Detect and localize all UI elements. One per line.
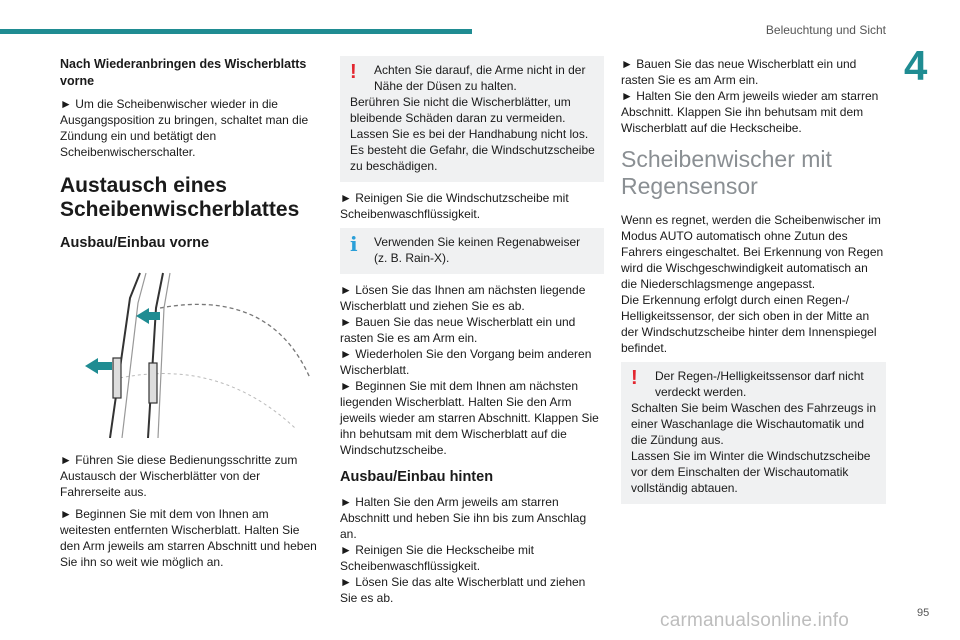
warning-text: Schalten Sie beim Waschen des Fahrzeugs in einer Waschanlage die Wischautomatik und die Zündung aus. bbox=[631, 401, 877, 447]
warning-text: Der Regen-/Helligkeitssensor darf nicht verdeckt werden. bbox=[655, 369, 864, 399]
warning-text: Lassen Sie es bei der Handhabung nicht los. Es besteht die Gefahr, die Windschutzscheibe zu beschädigen. bbox=[350, 127, 595, 173]
paragraph: ► Um die Scheibenwischer wieder in die Ausgangsposition zu bringen, schaltet man die Zündung ein und betätigt den Scheibenwischerschalter. bbox=[60, 97, 309, 159]
warning-text: Lassen Sie im Winter die Windschutzscheibe vor dem Einschalten der Wischautomatik vollständig abtauen. bbox=[631, 449, 871, 495]
info-icon: i bbox=[350, 232, 358, 256]
paragraph: Wenn es regnet, werden die Scheibenwischer im Modus AUTO automatisch ohne Zutun des Fahrers eingeschaltet. Bei Erkennung von Regen wird die Wischgeschwindigkeit automatisch an die Niederschlagsmenge angepasst. bbox=[621, 213, 884, 291]
paragraph: ► Reinigen Sie die Heckscheibe mit Scheibenwaschflüssigkeit. bbox=[340, 543, 534, 573]
subhead-reinstall: Nach Wiederanbringen des Wischerblatts vorne bbox=[60, 57, 307, 88]
heading-rain-sensor: Scheibenwischer mit Regensensor bbox=[621, 146, 832, 199]
section-title: Beleuchtung und Sicht bbox=[765, 23, 886, 37]
subheading-front: Ausbau/Einbau vorne bbox=[60, 235, 210, 251]
paragraph: Die Erkennung erfolgt durch einen Regen-/ Helligkeitssensor, der sich oben in der Mitte an der Windschutzscheibe hinter dem Innenspiegel befindet. bbox=[621, 293, 877, 355]
header-accent-bar bbox=[0, 29, 472, 34]
paragraph: ► Beginnen Sie mit dem von Ihnen am weitesten entfernten Wischerblatt. Halten Sie den Arm jeweils am starren Abschnitt und heben Sie ihn so weit wie möglich an. bbox=[60, 507, 317, 569]
paragraph: ► Bauen Sie das neue Wischerblatt ein und rasten Sie es am Arm ein. bbox=[621, 57, 857, 87]
warning-text: Berühren Sie nicht die Wischerblätter, um bleibende Schäden daran zu vermeiden. bbox=[350, 95, 571, 125]
info-text: Verwenden Sie keinen Regenabweiser (z. B. Rain-X). bbox=[374, 235, 581, 265]
warning-box bbox=[621, 362, 886, 504]
warning-box bbox=[340, 56, 604, 182]
warning-text: Achten Sie darauf, die Arme nicht in der Nähe der Düsen zu halten. bbox=[374, 63, 586, 93]
info-box bbox=[340, 228, 604, 274]
warning-icon: ! bbox=[631, 367, 638, 389]
wiper-illustration bbox=[60, 268, 322, 438]
paragraph: ► Bauen Sie das neue Wischerblatt ein und rasten Sie es am Arm ein. bbox=[340, 315, 576, 345]
chapter-number: 4 bbox=[904, 42, 928, 89]
page-number: 95 bbox=[917, 607, 930, 619]
heading-wiper-replacement: Austausch eines Scheibenwischerblattes bbox=[60, 174, 300, 221]
paragraph: ► Beginnen Sie mit dem Ihnen am nächsten liegenden Wischerblatt. Halten Sie den Arm jeweils wieder am starren Abschnitt. Klappen Sie ihn behutsam mit dem Wischerblatt auf die Windschutzscheibe. bbox=[340, 379, 599, 457]
paragraph: ► Lösen Sie das Ihnen am nächsten liegende Wischerblatt und ziehen Sie es ab. bbox=[340, 283, 586, 313]
paragraph: ► Halten Sie den Arm jeweils wieder am starren Abschnitt. Klappen Sie ihn behutsam mit dem Wischerblatt auf die Heckscheibe. bbox=[621, 89, 879, 135]
subheading-rear: Ausbau/Einbau hinten bbox=[340, 469, 494, 485]
paragraph: ► Halten Sie den Arm jeweils am starren Abschnitt und heben Sie ihn bis zum Anschlag an. bbox=[340, 495, 587, 541]
paragraph: ► Wiederholen Sie den Vorgang beim anderen Wischerblatt. bbox=[340, 347, 592, 377]
paragraph: ► Reinigen Sie die Windschutzscheibe mit Scheibenwaschflüssigkeit. bbox=[340, 191, 569, 221]
warning-icon: ! bbox=[350, 61, 357, 83]
column-middle bbox=[340, 56, 604, 612]
paragraph: ► Führen Sie diese Bedienungsschritte zum Austausch der Wischerblätter von der Fahrerseite aus. bbox=[60, 453, 298, 499]
watermark: carmanualsonline.info bbox=[660, 610, 850, 631]
paragraph: ► Lösen Sie das alte Wischerblatt und ziehen Sie es ab. bbox=[340, 575, 586, 605]
column-left bbox=[60, 56, 322, 576]
column-right bbox=[621, 56, 886, 512]
